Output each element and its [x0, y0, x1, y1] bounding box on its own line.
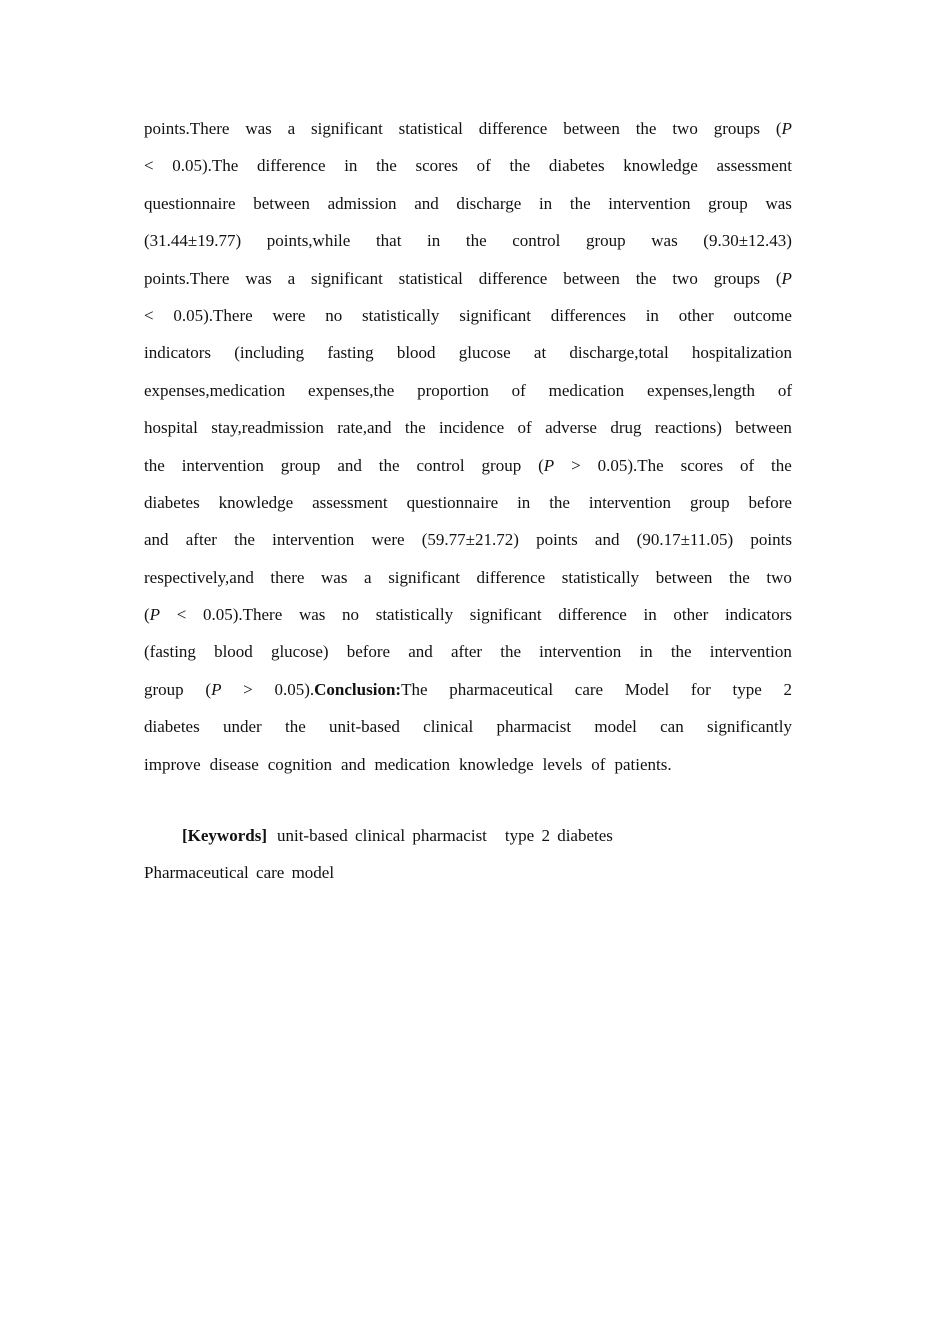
abstract-line: points.There was a significant statistical difference between the two groups (P: [144, 119, 792, 138]
abstract-line: the intervention group and the control group (P > 0.05).The scores of the: [144, 455, 792, 475]
document-page: [144, 110, 792, 892]
abstract-line: hospital stay,readmission rate,and the incidence of adverse drug reactions) between: [144, 418, 792, 438]
abstract-line: expenses,medication expenses,the proportion of medication expenses,length of: [144, 380, 792, 400]
abstract-line: points.There was a significant statistical difference between the two groups (P: [144, 268, 792, 288]
abstract-line: diabetes under the unit-based clinical pharmacist model can significantly: [144, 717, 792, 737]
abstract-line: respectively,and there was a significant difference statistically between the two: [144, 567, 792, 587]
abstract-line: (fasting blood glucose) before and after the intervention in the intervention: [144, 642, 792, 662]
paragraph-gap: [144, 783, 792, 817]
keywords-continuation-line: [144, 854, 792, 891]
abstract-line: (31.44±19.77) points,while that in the control group was (9.30±12.43): [144, 231, 792, 251]
abstract-line: group (P > 0.05).Conclusion:The pharmaceutical care Model for type 2: [144, 679, 792, 699]
abstract-line: indicators (including fasting blood glucose at discharge,total hospitalization: [144, 343, 792, 363]
abstract-body: [144, 110, 792, 783]
keyword-item: Pharmaceutical care model: [144, 863, 335, 883]
keywords-line: [144, 817, 792, 854]
abstract-line: < 0.05).The difference in the scores of the diabetes knowledge assessment: [144, 156, 792, 176]
abstract-line: questionnaire between admission and discharge in the intervention group was: [144, 193, 792, 213]
abstract-line: < 0.05).There were no statistically significant differences in other outcome: [144, 305, 792, 325]
abstract-line: (P < 0.05).There was no statistically significant difference in other indicators: [144, 605, 792, 625]
keyword-item: type 2 diabetes: [504, 826, 613, 846]
abstract-line: improve disease cognition and medication knowledge levels of patients.: [144, 754, 672, 774]
keywords-label: [Keywords]: [182, 826, 267, 846]
abstract-line: diabetes knowledge assessment questionnaire in the intervention group before: [144, 492, 792, 512]
abstract-line: and after the intervention were (59.77±21.72) points and (90.17±11.05) points: [144, 530, 792, 550]
keyword-item: unit-based clinical pharmacist: [276, 826, 487, 846]
